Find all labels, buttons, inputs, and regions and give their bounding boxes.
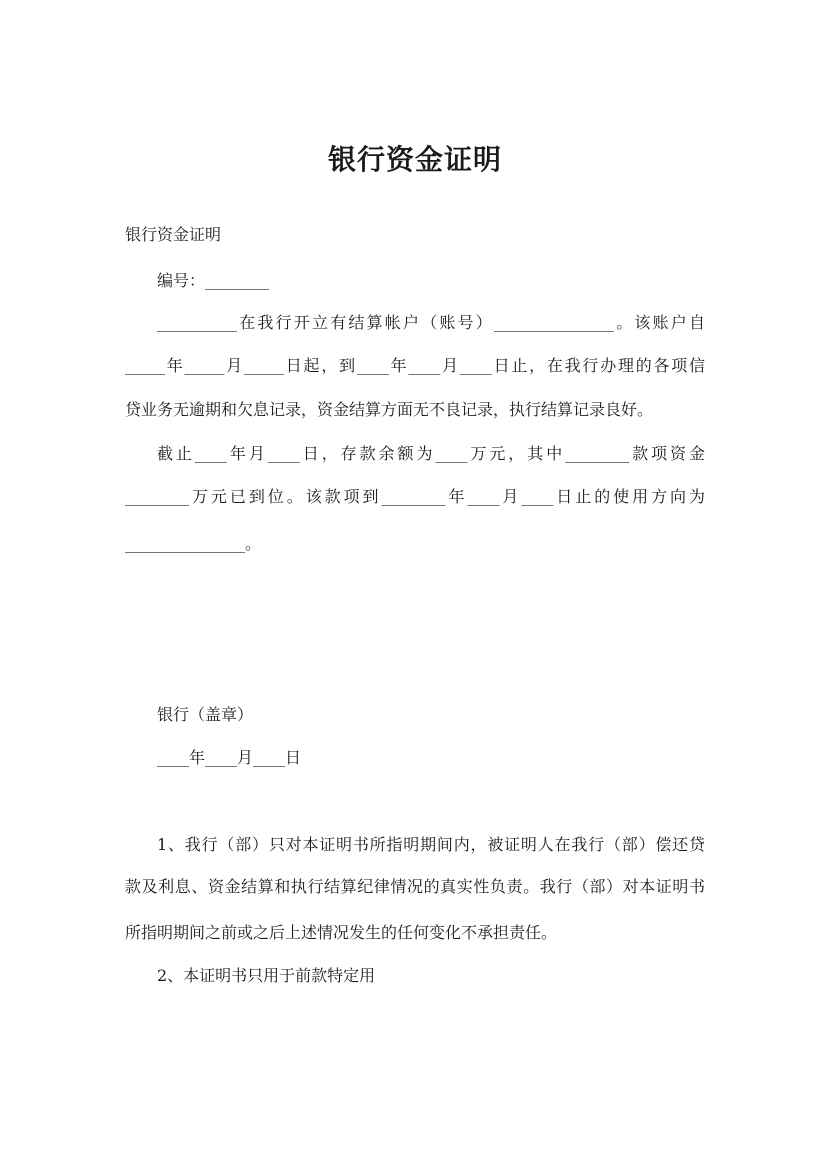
- document-subtitle: 银行资金证明: [125, 225, 222, 244]
- paragraph1-line: __________在我行开立有结算帐户（账号）_______________。该账户自: [157, 313, 705, 332]
- paragraph1-line: 贷业务无逾期和欠息记录，资金结算方面无不良记录，执行结算记录良好。: [125, 400, 654, 419]
- serial-number: 编号：________: [157, 271, 270, 290]
- date-line: ____年____月____日: [157, 748, 302, 767]
- note1-line: 1、我行（部）只对本证明书所指明期间内，被证明人在我行（部）偿还贷: [157, 835, 705, 854]
- bank-stamp-label: 银行（盖章）: [157, 705, 254, 724]
- paragraph2-line: 截止____年月____日，存款余额为____万元，其中________款项资金: [157, 444, 705, 463]
- note1-line: 款及利息、资金结算和执行结算纪律情况的真实性负责。我行（部）对本证明书: [125, 877, 705, 896]
- document-title: 银行资金证明: [327, 143, 502, 176]
- paragraph2-line: _______________。: [125, 534, 262, 553]
- note2: 2、本证明书只用于前款特定用: [157, 966, 376, 985]
- paragraph2-line: ________万元已到位。该款项到________年____月____日止的使用方向为: [125, 487, 705, 506]
- note1-line: 所指明期间之前或之后上述情况发生的任何变化不承担责任。: [125, 923, 558, 942]
- paragraph1-line: _____年_____月_____日起，到____年____月____日止，在我行办理的各项信: [125, 356, 705, 375]
